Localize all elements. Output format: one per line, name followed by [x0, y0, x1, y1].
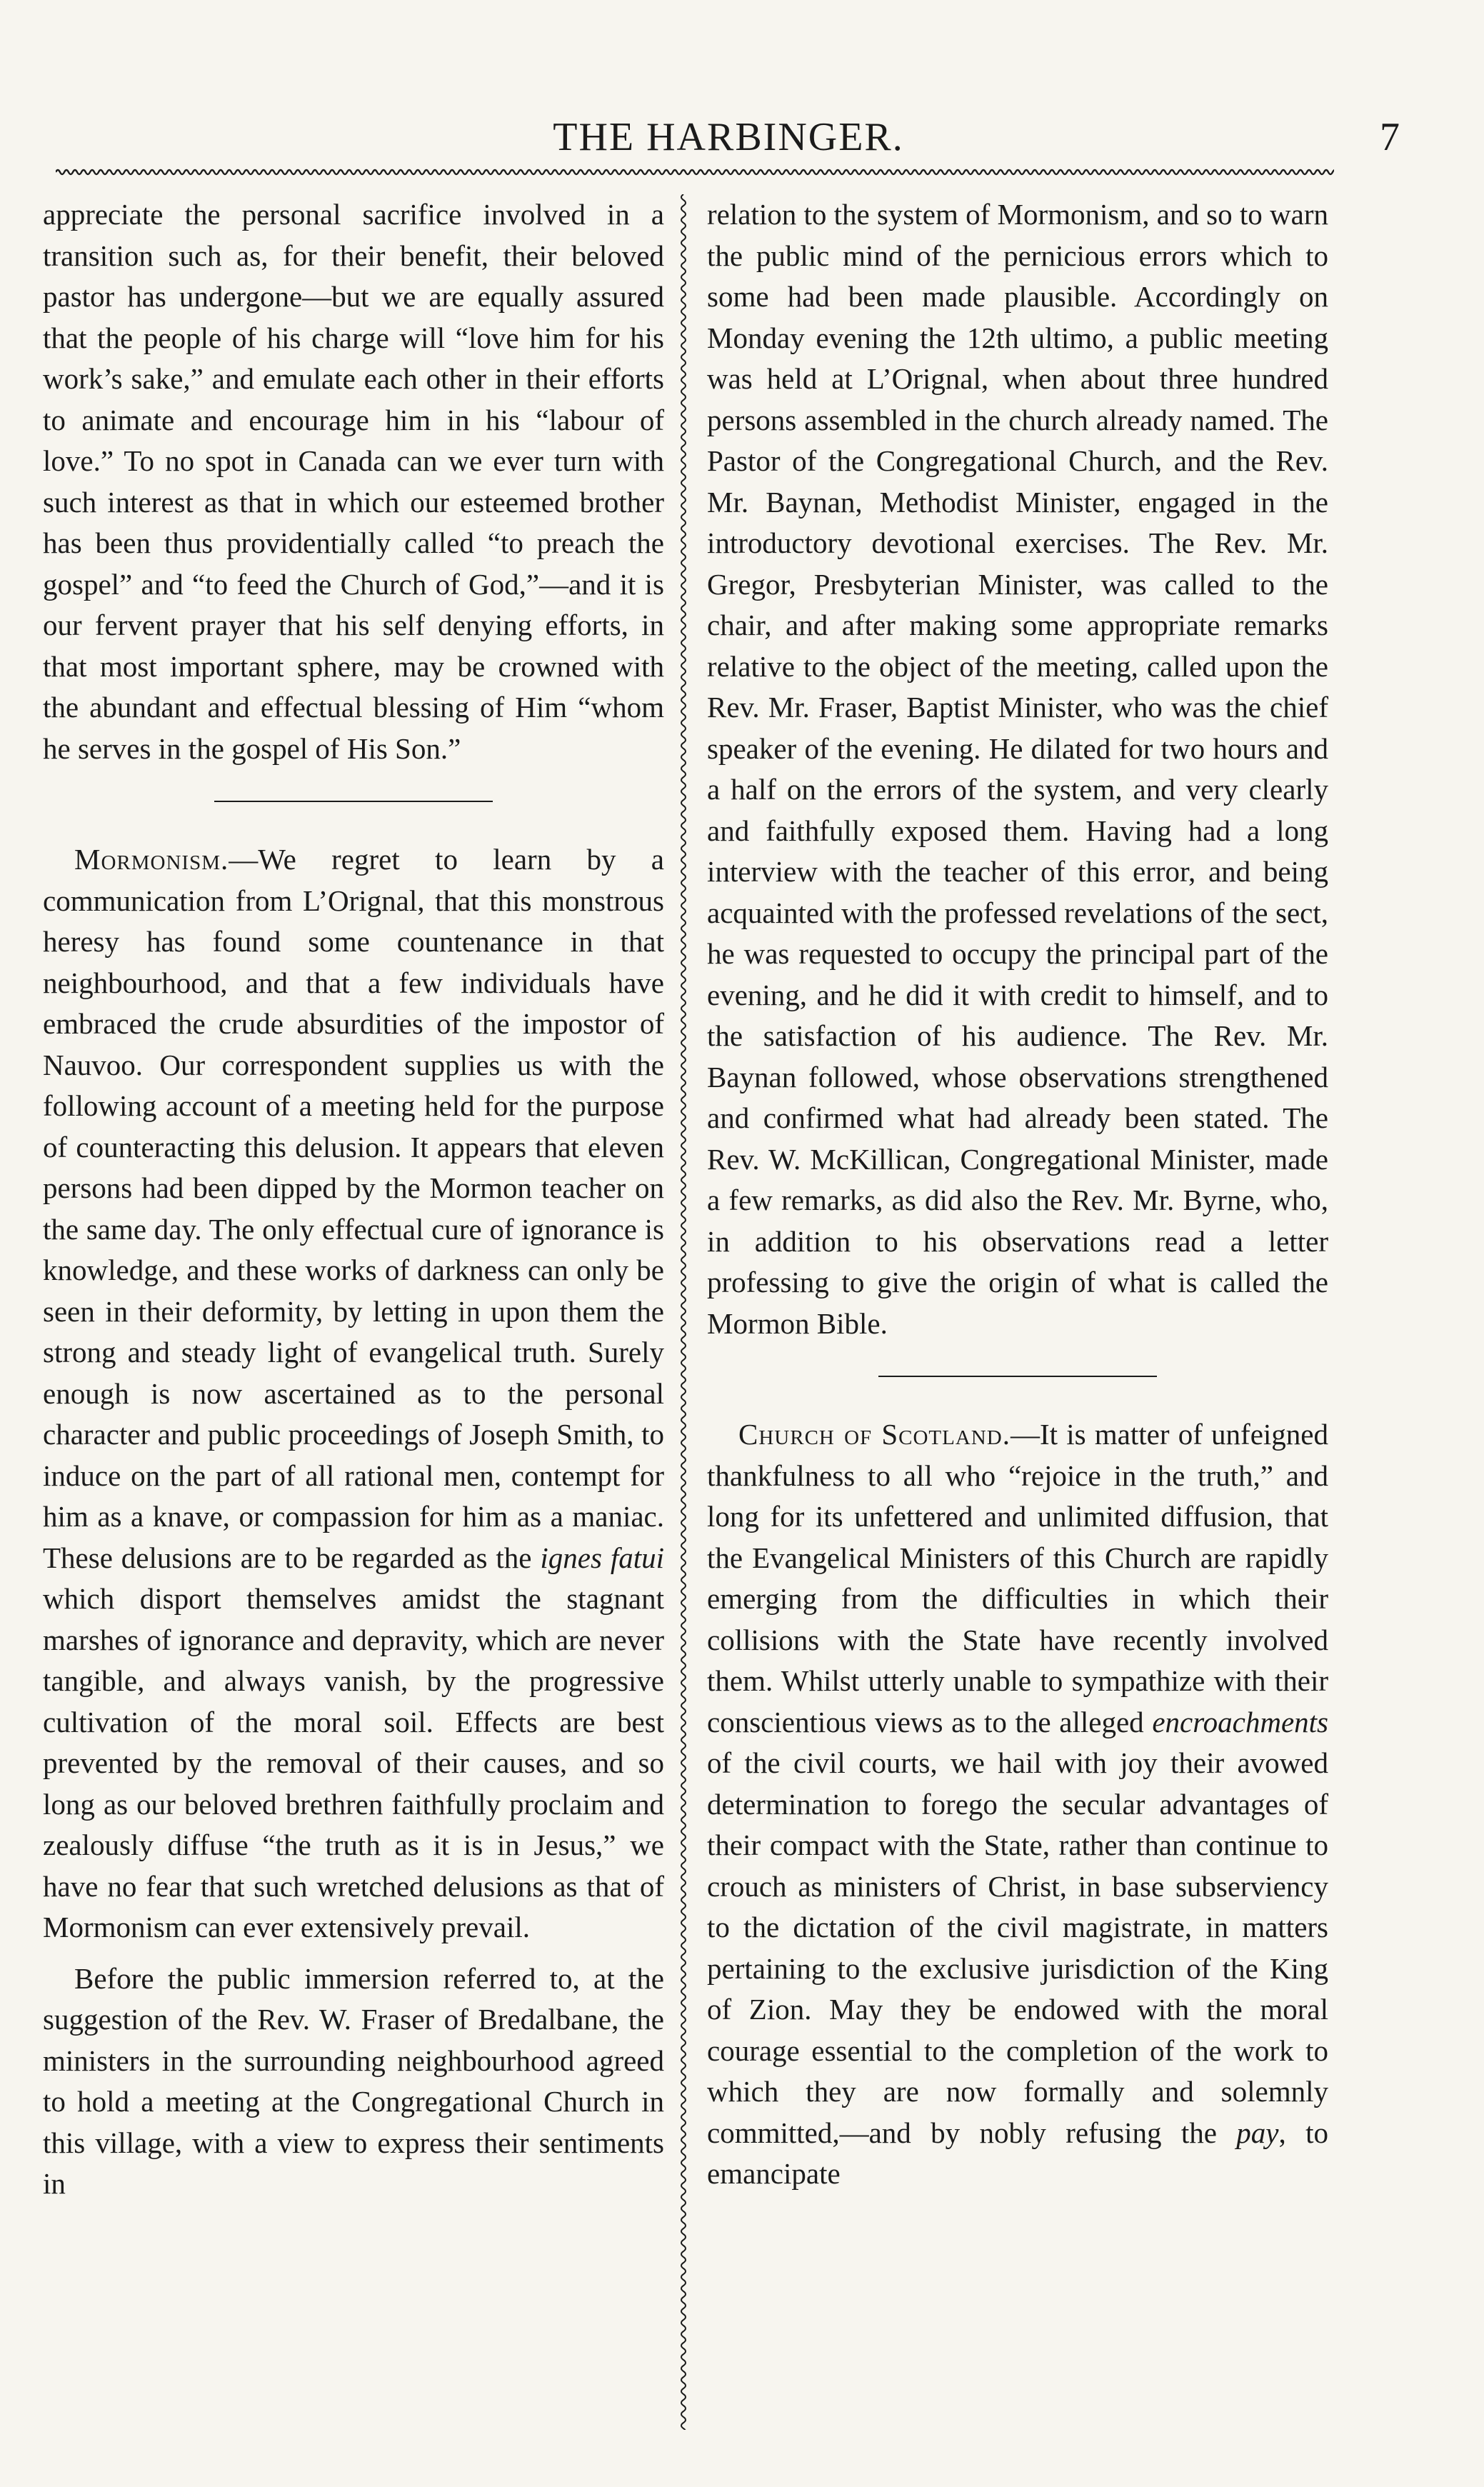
page-header — [50, 107, 1407, 164]
article-heading-mormonism: Mormonism. — [74, 843, 229, 876]
section-rule — [214, 801, 493, 802]
header-wavy-rule — [56, 166, 1334, 179]
italic-phrase: ignes fatui — [540, 1541, 664, 1574]
paragraph-continuation: relation to the system of Mormonism, and so to warn the public mind of the pernicious errors which to some had been made plausible. Accordingly on Monday evening the 12th ultimo, a public meeting was held at L’Orignal, when about three hundred persons assembled in the church already named. The Pastor of the Congregational Church, and the Rev. Mr. Baynan, Methodist Minister, engaged in the introductory devotional exercises. The Rev. Mr. Gregor, Presbyterian Minister, was called to the chair, and after making some appropriate remarks relative to the object of the meeting, called upon the Rev. Mr. Fraser, Baptist Minister, who was the chief speaker of the evening. He dilated for two hours and a half on the errors of the system, and very clearly and faithfully exposed them. Having had a long interview with the teacher of this error, and being acquainted with the professed revelations of the sect, he was requested to occupy the principal part of the evening, and he did it with credit to himself, and to the satisfaction of his audience. The Rev. Mr. Baynan followed, whose observations strengthened and confirmed what had already been stated. The Rev. W. McKillican, Congregational Minister, made a few remarks, as did also the Rev. Mr. Byrne, who, in addition to his observations read a letter professing to give the origin of what is called the Mormon Bible. — [707, 198, 1328, 1340]
article-text: —It is matter of unfeigned thankfulness to all who “rejoice in the truth,” and long for its unfettered and unlimited diffusion, that the Evangelical Ministers of this Church are rapidly emerging from the difficulties in which their collisions with the State have recently involved them. Whilst utterly unable to sympathize with their conscientious views as to the alleged — [707, 1418, 1328, 1738]
paragraph-continuation: appreciate the personal sacrifice involved in a transition such as, for their benefit, their beloved pastor has undergone—but we are equally assured that the people of his charge will “love him for his work’s sake,” and emulate each other in their efforts to animate and encourage him in his “labour of love.” To no spot in Canada can we ever turn with such interest as that in which our esteemed brother has been thus providentially called “to preach the gospel” and “to feed the Church of God,”—and it is our fervent prayer that his self denying efforts, in that most important sphere, may be crowned with the abundant and effectual blessing of Him “whom he serves in the gospel of His Son.” — [43, 198, 664, 765]
column-divider-wavy — [675, 194, 692, 2430]
italic-phrase: encroachments — [1152, 1705, 1328, 1738]
right-column — [707, 194, 1328, 2195]
page-number: 7 — [1380, 115, 1400, 159]
article-church-of-scotland — [707, 1414, 1328, 2195]
left-column — [43, 194, 664, 2205]
section-rule — [878, 1376, 1157, 1377]
article-text: of the civil courts, we hail with joy their avowed determination to forego the secular advantages of their compact with the State, rather than continue to crouch as ministers of Christ, in base subserviency to the dictation of the civil magistrate, in matters pertaining to the exclusive jurisdiction of the King of Zion. May they be endowed with the moral courage essential to the completion of the work to which they are now formally and solemnly committed,—and by nobly refusing the — [707, 1746, 1328, 2149]
article-paragraph: Before the public immersion referred to, at the suggestion of the Rev. W. Fraser of Bredalbane, the ministers in the surrounding neighbourhood agreed to hold a meeting at the Congregational Church in this village, with a view to express their sentiments in — [43, 1961, 664, 2200]
article-text: which disport themselves amidst the stagnant marshes of ignorance and depravity, which are never tangible, and always vanish, by the progressive cultivation of the moral soil. Effects are best prevented by the removal of their causes, and so long as our beloved brethren faithfully proclaim and zealously diffuse “the truth as it is in Jesus,” we have no fear that such wretched delusions as that of Mormonism can ever extensively prevail. — [43, 1582, 664, 1943]
article-text: —We regret to learn by a communication from L’Orignal, that this monstrous heresy has found some countenance in that neighbourhood, and that a few individuals have embraced the crude absurdities of the impostor of Nauvoo. Our correspondent supplies us with the following account of a meeting held for the purpose of counteracting this delusion. It appears that eleven persons had been dipped by the Mormon teacher on the same day. The only effectual cure of ignorance is knowledge, and these works of darkness can only be seen in their deformity, by letting in upon them the strong and steady light of evangelical truth. Surely enough is now ascertained as to the personal character and public proceedings of Joseph Smith, to induce on the part of all rational men, contempt for him as a knave, or compassion for him as a maniac. These delusions are to be regarded as the — [43, 843, 664, 1574]
italic-phrase: pay — [1236, 2116, 1279, 2149]
article-heading-church-of-scotland: Church of Scotland. — [738, 1418, 1011, 1451]
running-title: THE HARBINGER. — [553, 115, 904, 159]
article-mormonism — [43, 839, 664, 1948]
article-text: , to emancipate — [707, 2116, 1328, 2190]
